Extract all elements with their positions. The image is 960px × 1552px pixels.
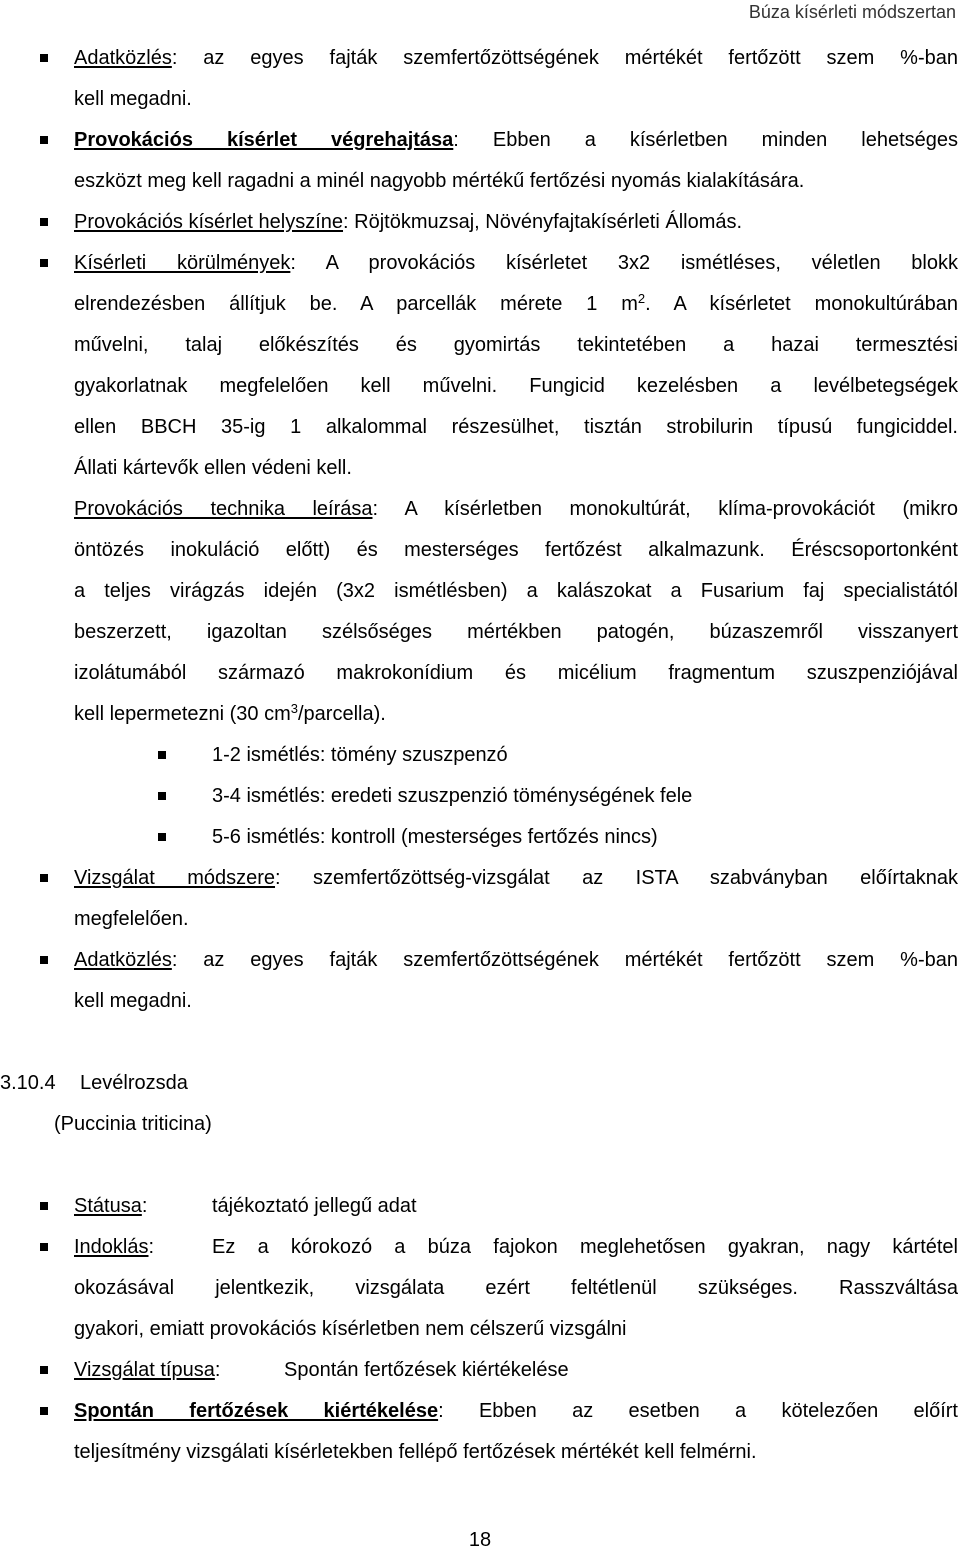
bullet-icon <box>158 751 166 759</box>
paragraph-line <box>74 126 958 154</box>
status-label <box>74 1192 147 1220</box>
label-text: Státusa <box>74 1195 142 1217</box>
paragraph-line <box>74 249 958 277</box>
paragraph-line: teljesítmény vizsgálati kísérletekben fellépő fertőzések mértékét kell felmérni. <box>74 1441 757 1463</box>
status-value: tájékoztató jellegű adat <box>212 1195 417 1217</box>
paragraph-line: Állati kártevők ellen védeni kell. <box>74 457 352 479</box>
page-number: 18 <box>468 1529 492 1551</box>
bullet-icon <box>158 792 166 800</box>
bullet-icon <box>40 1407 48 1415</box>
item-label: Kísérleti körülmények <box>74 252 291 274</box>
section-subtitle: (Puccinia triticina) <box>54 1113 212 1135</box>
bullet-icon <box>158 833 166 841</box>
bullet-icon <box>40 259 48 267</box>
sublist-item: 5-6 ismétlés: kontroll (mesterséges fertőzés nincs) <box>212 826 658 848</box>
bullet-icon <box>40 874 48 882</box>
paragraph-line <box>74 495 958 523</box>
paragraph-line: kell megadni. <box>74 990 192 1012</box>
item-text: : az egyes fajták szemfertőzöttségének mértékét fertőzött szem %-ban <box>171 949 958 971</box>
item-label: Provokációs kísérlet helyszíne <box>74 211 344 233</box>
colon: : <box>148 1236 155 1258</box>
bullet-icon <box>40 54 48 62</box>
paragraph-line <box>74 44 958 72</box>
paragraph-line <box>74 208 742 236</box>
text-run: kell lepermetezni (30 cm <box>74 703 291 725</box>
colon: : <box>141 1195 148 1217</box>
item-label: Vizsgálat módszere <box>74 867 276 889</box>
paragraph-line: gyakori, emiatt provokációs kísérletben nem célszerű vizsgálni <box>74 1318 627 1340</box>
running-header: Búza kísérleti módszertan <box>748 2 956 22</box>
sublist-item: 3-4 ismétlés: eredeti szuszpenzió töménységének fele <box>212 785 693 807</box>
paragraph-line: beszerzett, igazoltan szélsőséges mértékben patogén, búzaszemről visszanyert <box>74 621 958 643</box>
paragraph-line: izolátumából származó makrokonídium és micélium fragmentum szuszpenziójával <box>74 662 958 684</box>
item-text: : szemfertőzöttség-vizsgálat az ISTA szabványban előírtaknak <box>275 867 959 889</box>
bullet-icon <box>40 956 48 964</box>
sublist-item: 1-2 ismétlés: tömény szuszpenzó <box>212 744 508 766</box>
paragraph-line: Ez a kórokozó a búza fajokon meglehetősen gyakran, nagy kártétel <box>212 1236 958 1258</box>
item-text: : A provokációs kísérletet 3x2 ismétléses, véletlen blokk <box>290 252 958 274</box>
bullet-icon <box>40 1243 48 1251</box>
item-label: Provokációs technika leírása <box>74 498 373 520</box>
item-text: : A kísérletben monokultúrát, klíma-provokációt (mikro <box>372 498 958 520</box>
label-text: Vizsgálat típusa <box>74 1359 215 1381</box>
bullet-icon <box>40 136 48 144</box>
superscript: 3 <box>290 701 298 716</box>
item-label: Adatközlés <box>74 47 172 69</box>
paragraph-line <box>74 700 386 728</box>
tipus-label <box>74 1356 220 1384</box>
tipus-value: Spontán fertőzések kiértékelése <box>284 1359 569 1381</box>
paragraph-line: megfelelően. <box>74 908 189 930</box>
text-run: /parcella). <box>297 703 386 725</box>
item-text: : Ebben az esetben a kötelezően előírt <box>438 1400 958 1422</box>
item-text: : Röjtökmuzsaj, Növényfajtakísérleti Állomás. <box>343 211 743 233</box>
section-heading <box>0 1069 188 1097</box>
bullet-icon <box>40 218 48 226</box>
paragraph-line: művelni, talaj előkészítés és gyomirtás tekintetében a hazai termesztési <box>74 334 958 356</box>
text-run: elrendezésben állítjuk be. A parcellák mérete 1 m <box>74 293 638 315</box>
paragraph-line: eszközt meg kell ragadni a minél nagyobb mértékű fertőzési nyomás kialakítására. <box>74 170 805 192</box>
text-run: . A kísérletet monokultúrában <box>645 293 958 315</box>
item-label: Provokációs kísérlet végrehajtása <box>74 129 454 151</box>
paragraph-line: öntözés inokuláció előtt) és mesterséges fertőzést alkalmazunk. Éréscsoportonként <box>74 539 958 561</box>
label-text: Indoklás <box>74 1236 149 1258</box>
colon: : <box>214 1359 221 1381</box>
paragraph-line: kell megadni. <box>74 88 192 110</box>
bullet-icon <box>40 1202 48 1210</box>
paragraph-line <box>74 1397 958 1425</box>
paragraph-line <box>74 864 958 892</box>
indoklas-label <box>74 1233 154 1261</box>
paragraph-line <box>74 946 958 974</box>
item-label: Adatközlés <box>74 949 172 971</box>
item-text: : Ebben a kísérletben minden lehetséges <box>453 129 958 151</box>
paragraph-line: ellen BBCH 35-ig 1 alkalommal részesülhet, tisztán strobilurin típusú fungiciddel. <box>74 416 958 438</box>
paragraph-line: okozásával jelentkezik, vizsgálata ezért feltétlenül szükséges. Rasszváltása <box>74 1277 958 1299</box>
superscript: 2 <box>637 291 646 306</box>
section-title: Levélrozsda <box>80 1072 188 1094</box>
paragraph-line: gyakorlatnak megfelelően kell művelni. Fungicid kezelésben a levélbetegségek <box>74 375 958 397</box>
item-label: Spontán fertőzések kiértékelése <box>74 1400 439 1422</box>
paragraph-line: a teljes virágzás idején (3x2 ismétlésben) a kalászokat a Fusarium faj specialistától <box>74 580 958 602</box>
paragraph-line <box>74 290 958 318</box>
section-number: 3.10.4 <box>0 1072 56 1094</box>
item-text: : az egyes fajták szemfertőzöttségének mértékét fertőzött szem %-ban <box>171 47 958 69</box>
bullet-icon <box>40 1366 48 1374</box>
